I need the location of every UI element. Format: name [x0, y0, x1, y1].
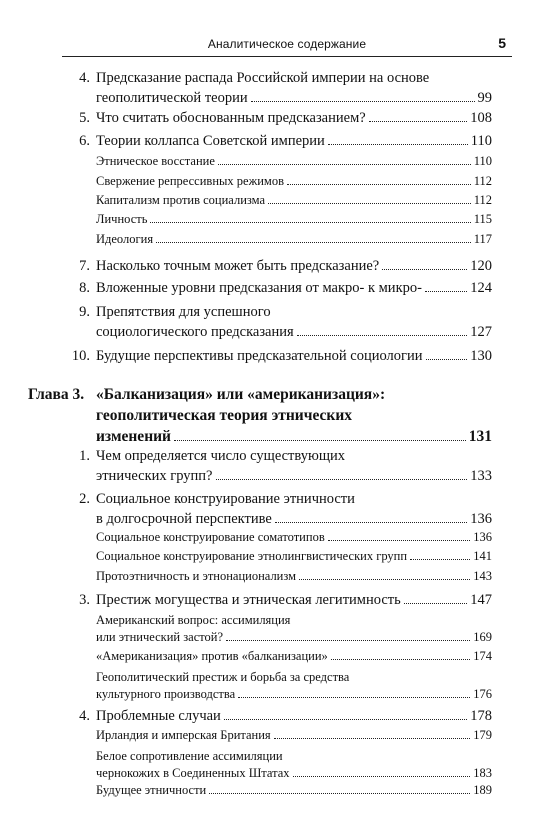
dot-leader — [251, 101, 475, 102]
page-ref: 110 — [470, 133, 492, 149]
page-ref: 136 — [470, 511, 492, 527]
entry-title — [96, 727, 492, 744]
entry-title — [96, 108, 492, 128]
entry-title — [96, 529, 492, 546]
page-ref: 176 — [473, 687, 492, 701]
entry-title-line — [96, 192, 492, 209]
page-ref: 174 — [473, 649, 492, 663]
section-number: 5. — [79, 110, 90, 126]
entry-title — [96, 568, 492, 585]
section-number: 2. — [79, 491, 90, 507]
entry-title-text: Социальное конструирование этнолингвистических групп — [96, 549, 408, 563]
entry-title-text: Предсказание распада Российской империи на основе — [96, 70, 430, 86]
dot-leader — [275, 522, 467, 523]
dot-leader — [174, 440, 466, 441]
entry-title-text: Белое сопротивление ассимиляции — [96, 749, 283, 763]
section-number: 3. — [79, 592, 90, 608]
entry-title — [96, 669, 492, 703]
page-ref: 127 — [470, 324, 492, 340]
entry-title-line — [96, 706, 492, 726]
dot-leader — [156, 242, 471, 243]
entry-title — [96, 590, 492, 610]
entry-title-line — [96, 669, 492, 686]
dot-leader — [226, 640, 470, 641]
entry-title-line — [96, 748, 492, 765]
dot-leader — [369, 121, 468, 122]
entry-title-line — [96, 727, 492, 744]
entry-title — [96, 173, 492, 190]
entry-title-text: Геополитический престиж и борьба за средства — [96, 670, 350, 684]
entry-title-text: Препятствия для успешного — [96, 304, 271, 320]
entry-title — [96, 256, 492, 276]
running-header — [62, 32, 512, 57]
entry-title — [96, 612, 492, 646]
entry-title — [96, 446, 492, 486]
entry-title-text: Насколько точным может быть предсказание? — [96, 258, 380, 274]
dot-leader — [425, 291, 467, 292]
entry-title-text: Престиж могущества и этническая легитимность — [96, 592, 401, 608]
dot-leader — [297, 335, 468, 336]
page-ref: 169 — [473, 630, 492, 644]
entry-title-text: геополитической теории — [96, 90, 248, 106]
dot-leader — [299, 579, 470, 580]
entry-title-text: Ирландия и имперская Британия — [96, 728, 271, 742]
entry-title — [96, 68, 492, 108]
section-number: 6. — [79, 133, 90, 149]
section-number: 1. — [79, 448, 90, 464]
entry-title — [96, 211, 492, 228]
entry-title-text: Американский вопрос: ассимиляция — [96, 613, 291, 627]
entry-title — [96, 706, 492, 726]
entry-title-text: социологического предсказания — [96, 324, 294, 340]
page-ref: 141 — [473, 549, 492, 563]
page-ref: 112 — [473, 193, 492, 207]
entry-title-text: Что считать обоснованным предсказанием? — [96, 110, 366, 126]
section-number: 10. — [71, 348, 90, 364]
dot-leader — [382, 269, 467, 270]
entry-title-text: Этническое восстание — [96, 154, 215, 168]
entry-title-text: «Балканизация» или «американизация»: — [96, 386, 386, 403]
entry-title-text: культурного производства — [96, 687, 236, 701]
entry-title-text: Идеология — [96, 232, 154, 246]
dot-leader — [331, 659, 470, 660]
entry-title-text: Будущие перспективы предсказательной социологии — [96, 348, 423, 364]
page-ref: 183 — [473, 766, 492, 780]
entry-title-line — [96, 590, 492, 610]
section-number: 4. — [79, 70, 90, 86]
dot-leader — [328, 540, 471, 541]
entry-title-line — [96, 648, 492, 665]
page-number: 5 — [498, 35, 506, 51]
page-ref: 108 — [470, 110, 492, 126]
entry-title — [96, 278, 492, 298]
entry-title-text: чернокожих в Соединенных Штатах — [96, 766, 290, 780]
page-ref: 112 — [473, 174, 492, 188]
entry-title — [96, 384, 492, 447]
entry-title-line — [96, 278, 492, 298]
entry-title-line — [96, 68, 492, 88]
entry-title-line — [96, 88, 492, 108]
entry-title-line — [96, 686, 492, 703]
entry-title-text: Социальное конструирование этничности — [96, 491, 355, 507]
page-ref: 115 — [473, 212, 492, 226]
entry-title-text: Теории коллапса Советской империи — [96, 133, 325, 149]
dot-leader — [238, 697, 470, 698]
section-number: 8. — [79, 280, 90, 296]
entry-title-line — [96, 765, 492, 782]
entry-title — [96, 548, 492, 565]
entry-title-line — [96, 256, 492, 276]
page-ref: 147 — [470, 592, 492, 608]
entry-title-line — [96, 612, 492, 629]
entry-title-line — [96, 302, 492, 322]
entry-title — [96, 648, 492, 665]
entry-title-text: этнических групп? — [96, 468, 213, 484]
entry-title — [96, 153, 492, 170]
entry-title-line — [96, 108, 492, 128]
running-header-title: Аналитическое содержание — [207, 37, 367, 51]
dot-leader — [410, 559, 470, 560]
dot-leader — [293, 776, 471, 777]
dot-leader — [426, 359, 468, 360]
entry-title — [96, 748, 492, 782]
page-ref: 110 — [473, 154, 492, 168]
entry-title-line — [96, 211, 492, 228]
entry-title-text: Свержение репрессивных режимов — [96, 174, 284, 188]
dot-leader — [274, 738, 471, 739]
dot-leader — [268, 203, 471, 204]
page-ref: 131 — [468, 428, 492, 445]
dot-leader — [216, 479, 468, 480]
entry-title-line — [96, 568, 492, 585]
chapter-label: Глава 3. — [28, 386, 85, 403]
entry-title-line — [96, 548, 492, 565]
entry-title-line — [96, 346, 492, 366]
page-ref: 189 — [473, 783, 492, 797]
entry-title-line — [96, 629, 492, 646]
dot-leader — [287, 184, 471, 185]
entry-title-line — [96, 446, 492, 466]
entry-title-line — [96, 173, 492, 190]
entry-title — [96, 131, 492, 151]
entry-title-line — [96, 153, 492, 170]
entry-title-line — [96, 782, 492, 799]
page-ref: 117 — [473, 232, 492, 246]
dot-leader — [218, 164, 471, 165]
entry-title-text: Капитализм против социализма — [96, 193, 266, 207]
entry-title-line — [96, 466, 492, 486]
entry-title-text: геополитическая теория этнических — [96, 407, 353, 424]
entry-title-line — [96, 509, 492, 529]
entry-title-text: Будущее этничности — [96, 783, 207, 797]
entry-title-text: Личность — [96, 212, 148, 226]
page-ref: 143 — [473, 569, 492, 583]
dot-leader — [404, 603, 468, 604]
entry-title — [96, 489, 492, 529]
entry-title — [96, 302, 492, 342]
entry-title-line — [96, 231, 492, 248]
page-ref: 99 — [477, 90, 492, 106]
entry-title-line — [96, 405, 492, 426]
entry-title-text: «Американизация» против «балканизации» — [96, 649, 328, 663]
dot-leader — [150, 222, 470, 223]
entry-title-text: Вложенные уровни предсказания от макро- к микро- — [96, 280, 422, 296]
dot-leader — [209, 793, 470, 794]
page-ref: 124 — [470, 280, 492, 296]
entry-title-line — [96, 426, 492, 447]
entry-title-text: Проблемные случаи — [96, 708, 221, 724]
entry-title — [96, 192, 492, 209]
entry-title-text: Социальное конструирование соматотипов — [96, 530, 325, 544]
entry-title — [96, 231, 492, 248]
page-ref: 179 — [473, 728, 492, 742]
entry-title-text: Чем определяется число существующих — [96, 448, 345, 464]
dot-leader — [224, 719, 467, 720]
entry-title-line — [96, 131, 492, 151]
entry-title-line — [96, 489, 492, 509]
entry-title — [96, 346, 492, 366]
entry-title-text: в долгосрочной перспективе — [96, 511, 272, 527]
entry-title-line — [96, 529, 492, 546]
page-ref: 130 — [470, 348, 492, 364]
section-number: 9. — [79, 304, 90, 320]
page-ref: 136 — [473, 530, 492, 544]
entry-title-line — [96, 322, 492, 342]
entry-title-text: изменений — [96, 428, 171, 445]
page-ref: 120 — [470, 258, 492, 274]
dot-leader — [328, 144, 468, 145]
section-number: 4. — [79, 708, 90, 724]
page-ref: 133 — [470, 468, 492, 484]
section-number: 7. — [79, 258, 90, 274]
entry-title-text: или этнический застой? — [96, 630, 224, 644]
entry-title-text: Протоэтничность и этнонационализм — [96, 569, 297, 583]
entry-title-line — [96, 384, 492, 405]
entry-title — [96, 782, 492, 799]
page-ref: 178 — [470, 708, 492, 724]
